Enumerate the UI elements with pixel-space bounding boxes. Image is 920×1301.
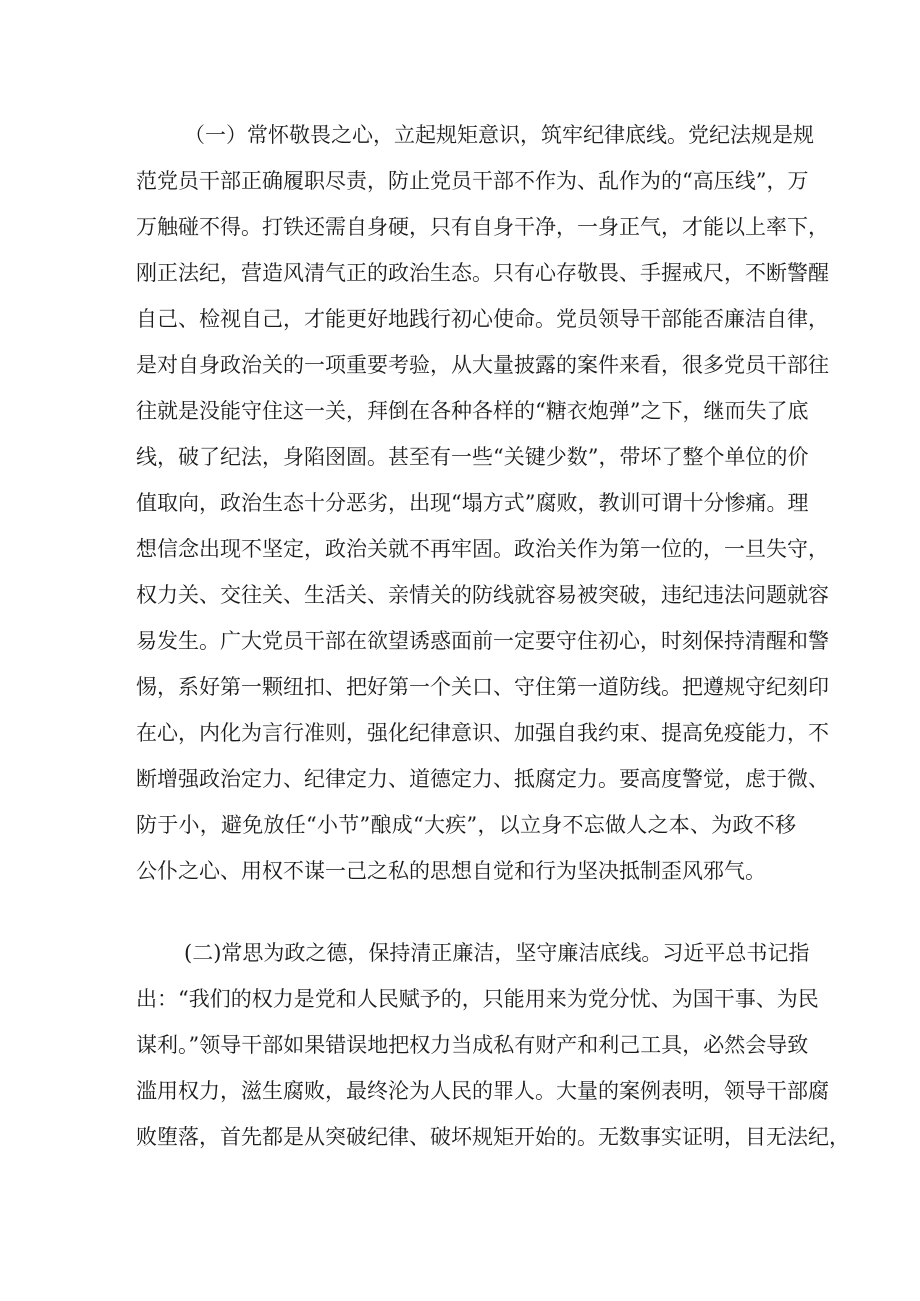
paragraph-2 (136, 930, 850, 1160)
paragraph-line: 在心，内化为言行准则，强化纪律意识、加强自我约束、提高免疫能力，不 (136, 721, 829, 745)
paragraph-line: 惕，系好第一颗纽扣、把好第一个关口、守住第一道防线。把遵规守纪刻印 (136, 675, 829, 699)
paragraph-line: （一）常怀敬畏之心，立起规矩意识，筑牢纪律底线。党纪法规是规 (184, 123, 814, 147)
paragraph-1 (136, 112, 829, 894)
paragraph-line: 易发生。广大党员干部在欲望诱惑面前一定要守住初心，时刻保持清醒和警 (136, 629, 829, 653)
paragraph-line: 刚正法纪，营造风清气正的政治生态。只有心存敬畏、手握戒尺，不断警醒 (136, 261, 829, 285)
paragraph-line: 想信念出现不坚定，政治关就不再牢固。政治关作为第一位的，一旦失守， (136, 537, 829, 561)
paragraph-line: 出：“我们的权力是党和人民赋予的，只能用来为党分忧、为国干事、为民 (136, 987, 819, 1011)
paragraph-line: (二)常思为政之德，保持清正廉洁，坚守廉洁底线。习近平总书记指 (184, 941, 810, 965)
paragraph-line: 万触碰不得。打铁还需自身硬，只有自身干净，一身正气，才能以上率下， (136, 215, 829, 239)
paragraph-line: 断增强政治定力、纪律定力、道德定力、抵腐定力。要高度警觉，虑于微、 (136, 767, 829, 791)
paragraph-line: 线，破了纪法，身陷囹圄。甚至有一些“关键少数”，带坏了整个单位的价 (136, 445, 809, 469)
paragraph-line: 谋利。”领导干部如果错误地把权力当成私有财产和利己工具，必然会导致 (136, 1033, 809, 1057)
paragraph-line: 防于小，避免放任“小节”酿成“大疾”，以立身不忘做人之本、为政不移 (136, 813, 796, 837)
paragraph-line: 值取向，政治生态十分恶劣，出现“塌方式”腐败，教训可谓十分惨痛。理 (136, 491, 809, 515)
paragraph-line: 权力关、交往关、生活关、亲情关的防线就容易被突破，违纪违法问题就容 (136, 583, 829, 607)
paragraph-line: 滥用权力，滋生腐败，最终沦为人民的罪人。大量的案例表明，领导干部腐 (136, 1079, 829, 1103)
paragraph-line: 是对自身政治关的一项重要考验，从大量披露的案件来看，很多党员干部往 (136, 353, 829, 377)
paragraph-line: 范党员干部正确履职尽责，防止党员干部不作为、乱作为的“高压线”，万 (136, 169, 809, 193)
paragraph-line: 败堕落，首先都是从突破纪律、破坏规矩开始的。无数事实证明，目无法纪， (136, 1125, 850, 1149)
paragraph-line: 自己、检视自己，才能更好地践行初心使命。党员领导干部能否廉洁自律， (136, 307, 829, 331)
paragraph-line: 往就是没能守住这一关，拜倒在各种各样的“糖衣炮弹”之下，继而失了底 (136, 399, 809, 423)
paragraph-line: 公仆之心、用权不谋一己之私的思想自觉和行为坚决抵制歪风邪气。 (136, 859, 766, 883)
